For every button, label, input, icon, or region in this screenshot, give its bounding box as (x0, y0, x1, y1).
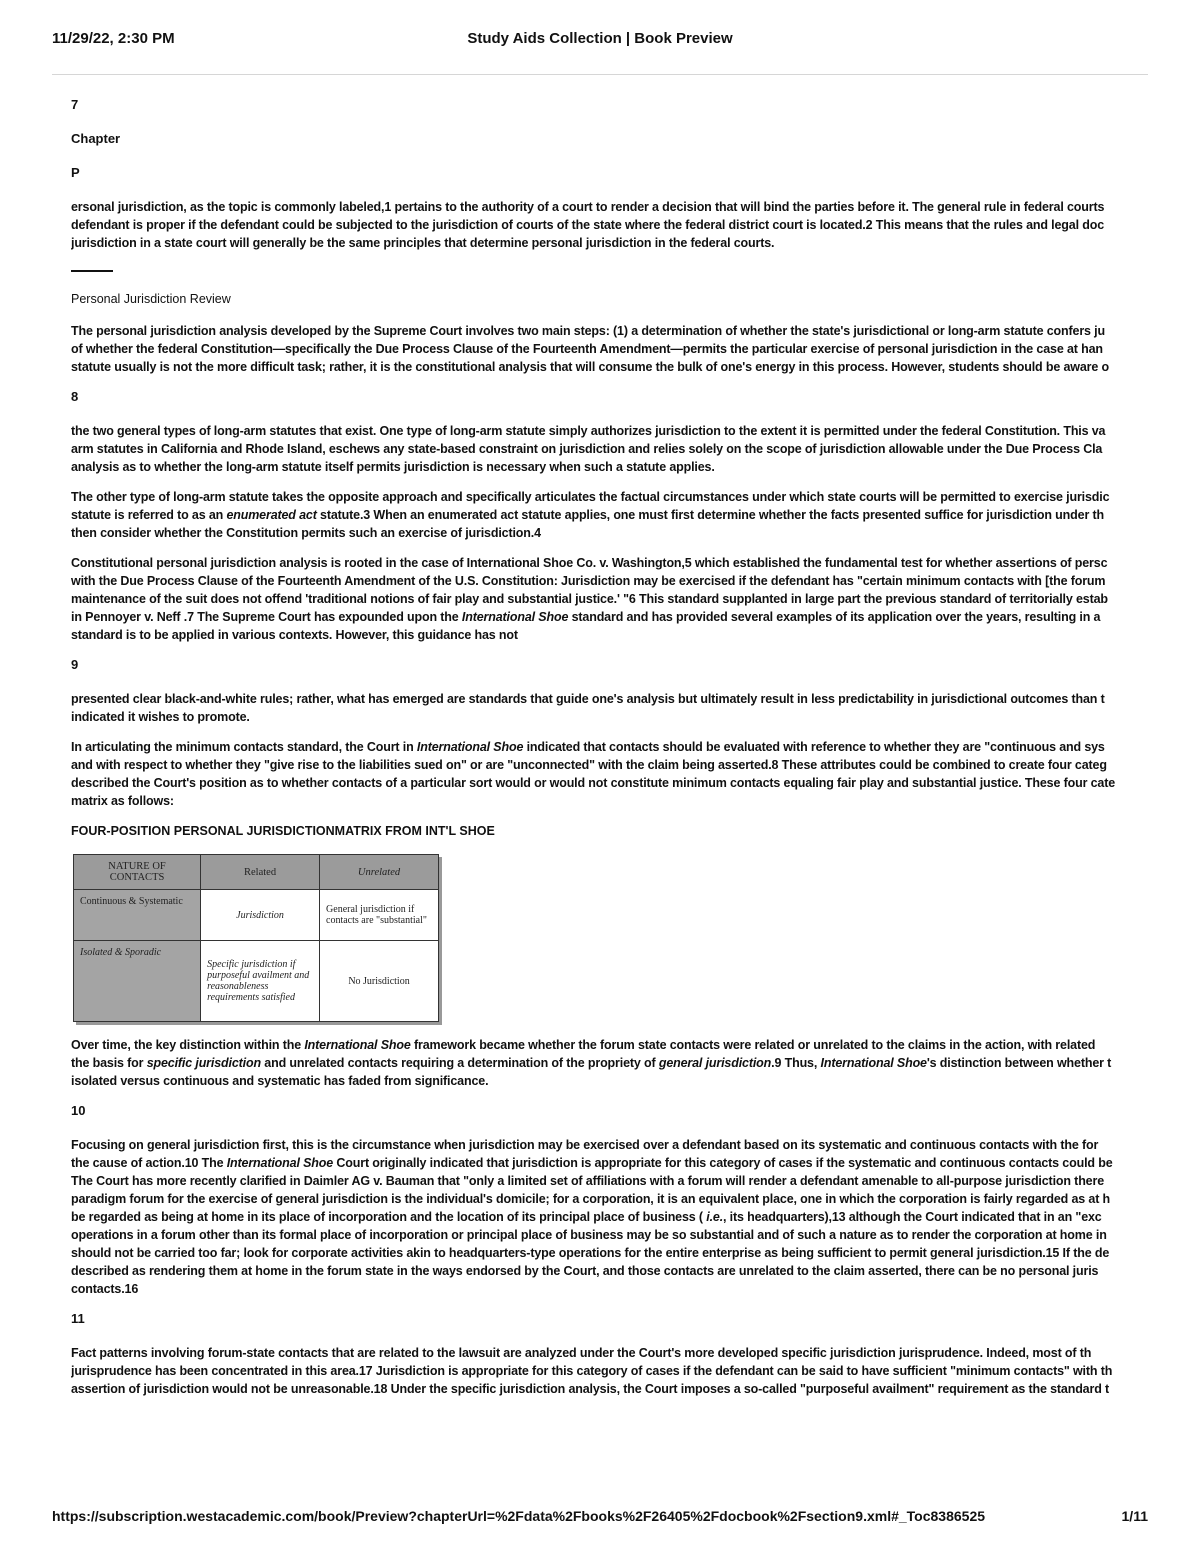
text-line: described as rendering them at home in the forum state in the ways endorsed by the Court, and those contacts are unrelated to the claim asserted, there can be no personal juris (71, 1264, 1099, 1278)
general-jurisdiction-paragraph (71, 1136, 1147, 1298)
text-line: analysis as to whether the long-arm statute itself permits jurisdiction is necessary when such a statute applies. (71, 460, 715, 474)
jurisdiction-matrix-table (73, 854, 439, 1022)
matrix-cell-continuous-related: Jurisdiction (201, 890, 320, 941)
matrix-cell-isolated-unrelated: No Jurisdiction (320, 941, 439, 1022)
page-number-8: 8 (71, 389, 79, 404)
text-line: paradigm forum for the exercise of general jurisdiction is the individual's domicile; for a corporation, it is an equivalent place, one in which the corporation is fairly regarded as at h (71, 1192, 1111, 1206)
text-line: Constitutional personal jurisdiction analysis is rooted in the case of International Shoe Co. v. Washington,5 which established the fundamental test for whether assertions of persc (71, 556, 1108, 570)
framework-paragraph (71, 1036, 1147, 1090)
text-line: matrix as follows: (71, 794, 174, 808)
text-line: presented clear black-and-white rules; rather, what has emerged are standards that guide one's analysis but ultimately result in less predictability in jurisdictional outcomes than t (71, 692, 1105, 706)
specific-jurisdiction-paragraph (71, 1344, 1147, 1398)
intro-paragraph (71, 198, 1147, 252)
header-divider (52, 74, 1148, 75)
text-line: should not be carried too far; look for corporate activities akin to headquarters-type operations for the entire enterprise as being sufficient to permit general jurisdiction.15 If the de (71, 1246, 1110, 1260)
section-title: Personal Jurisdiction Review (71, 292, 231, 306)
text-line: maintenance of the suit does not offend 'traditional notions of fair play and substantial justice.' "6 This standard supplanted in large part the previous standard of territorially estab (71, 592, 1108, 606)
text-line: The personal jurisdiction analysis developed by the Supreme Court involves two main steps: (1) a determination of whether the state's jurisdictional or long-arm statute confers ju (71, 324, 1105, 338)
text-line: standard is to be applied in various contexts. However, this guidance has not (71, 628, 518, 642)
text-line: jurisdiction in a state court will generally be the same principles that determine personal jurisdiction in the federal courts. (71, 236, 775, 250)
document-body (71, 96, 1147, 1514)
matrix-row-isolated (74, 941, 439, 1022)
text-line: indicated it wishes to promote. (71, 710, 250, 724)
chapter-label: Chapter (71, 131, 121, 146)
text-line: The other type of long-arm statute takes the opposite approach and specifically articulates the factual circumstances under which state courts will be permitted to exercise jurisdic (71, 490, 1110, 504)
text-line: Fact patterns involving forum-state contacts that are related to the lawsuit are analyzed under the Court's more developed specific jurisdiction jurisprudence. Indeed, most of th (71, 1346, 1092, 1360)
matrix-row-head-isolated: Isolated & Sporadic (74, 941, 201, 1022)
review-paragraph (71, 322, 1147, 376)
footer-page-count: 1/11 (1121, 1508, 1148, 1524)
text-line: statute usually is not the more difficult task; rather, it is the constitutional analysis that will consume the bulk of one's energy in this process. However, students should be aware o (71, 360, 1109, 374)
matrix-cell-isolated-related: Specific jurisdiction if purposeful availment and reasonableness requirements satisfied (201, 941, 320, 1022)
text-line: described the Court's position as to whether contacts of a particular sort would or would not constitute minimum contacts equaling fair play and substantial justice. These four cate (71, 776, 1116, 790)
text-line: with the Due Process Clause of the Fourteenth Amendment of the U.S. Constitution: Jurisdiction may be exercised if the defendant has "certain minimum contacts with [the forum (71, 574, 1106, 588)
text-line: the cause of action.10 The International Shoe Court originally indicated that jurisdiction is appropriate for this category of cases if the systematic and continuous contacts could be (71, 1156, 1113, 1170)
page-number-9: 9 (71, 657, 79, 672)
text-line: jurisprudence has been concentrated in this area.17 Jurisdiction is appropriate for this category of cases if the defendant can be said to have sufficient "minimum contacts" with th (71, 1364, 1113, 1378)
matrix-header-related: Related (201, 855, 320, 890)
matrix-cell-continuous-unrelated: General jurisdiction if contacts are "substantial" (320, 890, 439, 941)
text-line: and with respect to whether they "give rise to the liabilities sued on" or are "unconnected" with the claim being asserted.8 These attributes could be combined to create four categ (71, 758, 1107, 772)
text-line: In articulating the minimum contacts standard, the Court in International Shoe indicated that contacts should be evaluated with reference to whether they are "continuous and sys (71, 740, 1105, 754)
matrix-row-continuous (74, 890, 439, 941)
drop-letter: P (71, 165, 80, 180)
header-datetime: 11/29/22, 2:30 PM (52, 30, 175, 47)
footer-url: https://subscription.westacademic.com/book/Preview?chapterUrl=%2Fdata%2Fbooks%2F26405%2Fdocbook%2Fsection9.xml#_Toc8386525 (52, 1508, 986, 1524)
text-line: The Court has more recently clarified in Daimler AG v. Bauman that "only a limited set of affiliations with a forum will render a defendant amenable to all-purpose jurisdiction there (71, 1174, 1104, 1188)
text-line: in Pennoyer v. Neff .7 The Supreme Court has expounded upon the International Shoe standard and has provided several examples of its application over the years, resulting in a (71, 610, 1101, 624)
short-divider (71, 270, 113, 272)
minimum-contacts-paragraph (71, 738, 1147, 810)
page-number-10: 10 (71, 1103, 86, 1118)
standards-paragraph (71, 690, 1147, 726)
text-line: of whether the federal Constitution—specifically the Due Process Clause of the Fourteenth Amendment—permits the particular exercise of personal jurisdiction in the case at han (71, 342, 1103, 356)
header-title: Study Aids Collection | Book Preview (467, 30, 733, 47)
text-line: be regarded as being at home in its place of incorporation and the location of its principal place of business ( i.e., its headquarters),13 although the Court indicated that in an "exc (71, 1210, 1102, 1224)
text-line: defendant is proper if the defendant could be subjected to the jurisdiction of courts of the state where the federal district court is located.2 This means that the rules and legal doc (71, 218, 1104, 232)
longarm-types-paragraph (71, 422, 1147, 476)
text-line: then consider whether the Constitution permits such an exercise of jurisdiction.4 (71, 526, 541, 540)
text-line: the basis for specific jurisdiction and unrelated contacts requiring a determination of the propriety of general jurisdiction.9 Thus, International Shoe's distinction between whether t (71, 1056, 1112, 1070)
enumerated-act-paragraph (71, 488, 1147, 542)
text-line: ersonal jurisdiction, as the topic is commonly labeled,1 pertains to the authority of a court to render a decision that will bind the parties before it. The general rule in federal courts (71, 200, 1105, 214)
text-line: the two general types of long-arm statutes that exist. One type of long-arm statute simply authorizes jurisdiction to the extent it is permitted under the federal Constitution. This va (71, 424, 1106, 438)
text-line: isolated versus continuous and systematic has faded from significance. (71, 1074, 489, 1088)
matrix-row-head-continuous: Continuous & Systematic (74, 890, 201, 941)
text-line: assertion of jurisdiction would not be unreasonable.18 Under the specific jurisdiction analysis, the Court imposes a so-called "purposeful availment" requirement as the standard t (71, 1382, 1110, 1396)
matrix-header-row (74, 855, 439, 890)
matrix-title: FOUR-POSITION PERSONAL JURISDICTIONMATRIX FROM INT'L SHOE (71, 824, 495, 838)
text-line: statute is referred to as an enumerated act statute.3 When an enumerated act statute applies, one must first determine whether the facts presented suffice for jurisdiction under th (71, 508, 1104, 522)
page-number-7: 7 (71, 97, 79, 112)
text-line: contacts.16 (71, 1282, 139, 1296)
matrix-header-unrelated: Unrelated (320, 855, 439, 890)
text-line: Over time, the key distinction within the International Shoe framework became whether the forum state contacts were related or unrelated to the claims in the action, with related (71, 1038, 1096, 1052)
text-line: operations in a forum other than its formal place of incorporation or principal place of business may be so substantial and of such a nature as to render the corporation at home in (71, 1228, 1107, 1242)
constitutional-analysis-paragraph (71, 554, 1147, 644)
page-number-11: 11 (71, 1311, 85, 1326)
text-line: Focusing on general jurisdiction first, this is the circumstance when jurisdiction may be exercised over a defendant based on its systematic and continuous contacts with the for (71, 1138, 1099, 1152)
matrix-header-nature: NATURE OF CONTACTS (74, 855, 201, 890)
text-line: arm statutes in California and Rhode Island, eschews any state-based constraint on jurisdiction and relies solely on the scope of jurisdiction allowable under the Due Process Cla (71, 442, 1103, 456)
